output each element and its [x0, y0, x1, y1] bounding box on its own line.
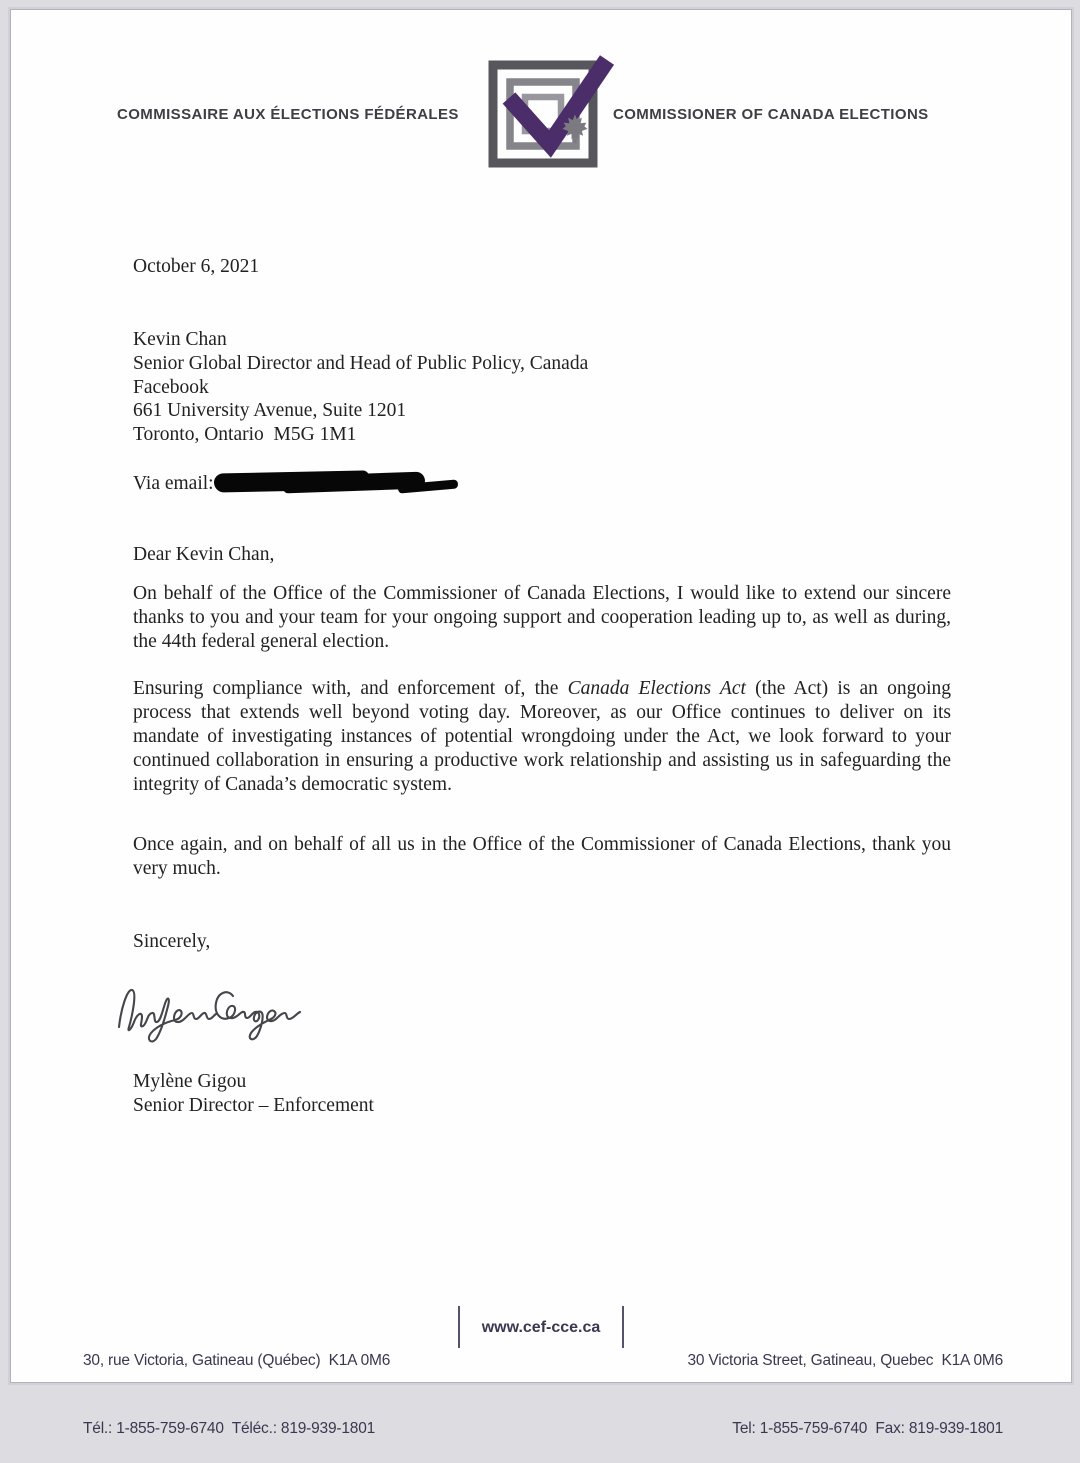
footer-website: www.cef-cce.ca	[481, 1319, 601, 1336]
closing: Sincerely,	[133, 931, 211, 952]
footer-fr-address-line: 30, rue Victoria, Gatineau (Québec) K1A 0M6	[83, 1352, 391, 1369]
signer-block	[133, 1070, 951, 1118]
letter-date: October 6, 2021	[133, 256, 260, 277]
recipient-address	[133, 328, 951, 447]
via-email-label: Via email:	[133, 473, 214, 494]
body-paragraph-1: On behalf of the Office of the Commissioner of Canada Elections, I would like to extend our sincere thanks to you and your team for your ongoing support and cooperation leading up to, as well as during, the 44th federal general election.	[133, 583, 951, 652]
recipient-company: Facebook	[133, 376, 209, 398]
signature-first-name	[119, 990, 216, 1042]
paragraph-2-lead: Ensuring compliance with, and enforcement of, the	[133, 678, 568, 699]
body-paragraph-2	[133, 677, 951, 797]
signer-title: Senior Director – Enforcement	[133, 1094, 374, 1116]
signature-image	[114, 980, 306, 1051]
brand-text-french: COMMISSAIRE AUX ÉLECTIONS FÉDÉRALES	[117, 106, 459, 123]
recipient-title: Senior Global Director and Head of Public Policy, Canada	[133, 352, 589, 374]
cce-logo	[486, 56, 616, 174]
brand-text-english: COMMISSIONER OF CANADA ELECTIONS	[613, 106, 929, 123]
recipient-street: 661 University Avenue, Suite 1201	[133, 400, 407, 422]
salutation: Dear Kevin Chan,	[133, 544, 275, 565]
paragraph-2-rest: (the Act) is an ongoing process that extends well beyond voting day. Moreover, as our Office continues to deliver on its mandate of investigating instances of potential wrongdoing under the Act, we look forward to your continued collaboration in ensuring a productive work relationship and assisting us in safeguarding the integrity of Canada’s democratic system.	[133, 678, 952, 795]
footer-divider-left	[458, 1306, 460, 1348]
cce-logo-graphic	[486, 56, 616, 174]
body-paragraph-3: Once again, and on behalf of all us in the Office of the Commissioner of Canada Elections, thank you very much.	[133, 834, 951, 879]
recipient-city: Toronto, Ontario M5G 1M1	[133, 424, 357, 446]
footer-en-address-line: 30 Victoria Street, Gatineau, Quebec K1A 0M6	[687, 1352, 1003, 1369]
signature-last-name	[216, 992, 300, 1039]
recipient-name: Kevin Chan	[133, 329, 227, 350]
signature-strokes	[114, 980, 306, 1046]
footer-address-french	[83, 1305, 390, 1463]
signer-name: Mylène Gigou	[133, 1071, 247, 1092]
footer-en-phone-line: Tel: 1-855-759-6740 Fax: 819-939-1801	[732, 1419, 1003, 1437]
footer-divider-right	[622, 1306, 624, 1348]
act-title-italic: Canada Elections Act	[567, 678, 746, 699]
footer-fr-phone-line: Tél.: 1-855-759-6740 Téléc.: 819-939-1801	[83, 1419, 376, 1437]
footer-address-english	[687, 1305, 1003, 1463]
